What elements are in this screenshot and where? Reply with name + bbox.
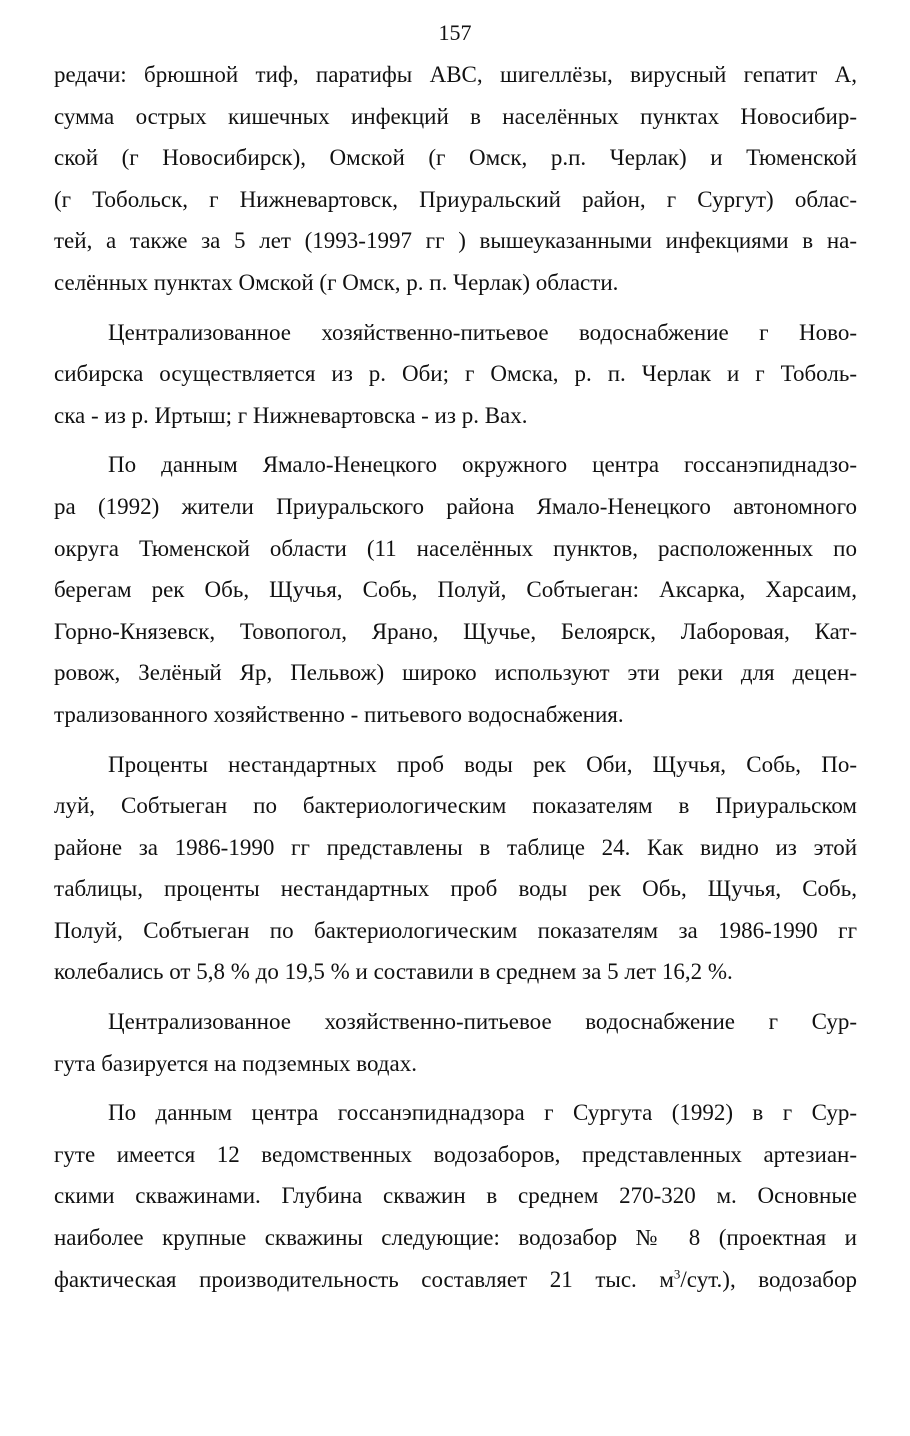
text-line: ска - из р. Иртыш; г Нижневартовска - из р. Вах. <box>54 402 528 428</box>
paragraph <box>54 54 857 304</box>
text-line: редачи: брюшной тиф, паратифы АВС, шигеллёзы, вирусный гепатит А, <box>54 62 857 87</box>
page-body <box>54 54 857 1300</box>
text-line: скими скважинами. Глубина скважин в среднем 270-320 м. Основные <box>54 1183 857 1209</box>
text-line: луй, Собтыеган по бактериологическим показателям в Приуральском <box>54 793 857 819</box>
text-line: колебались от 5,8 % до 19,5 % и составили в среднем за 5 лет 16,2 %. <box>54 959 733 985</box>
paragraph <box>54 1092 857 1300</box>
text-line: наиболее крупные скважины следующие: водозабор № 8 (проектная и <box>54 1225 857 1251</box>
text-line: Горно-Князевск, Товопогол, Ярано, Щучье, Белоярск, Лаборовая, Кат- <box>54 618 857 644</box>
text-line: берегам рек Обь, Щучья, Собь, Полуй, Собтыеган: Аксарка, Харсаим, <box>54 577 857 603</box>
page-number: 157 <box>438 20 472 45</box>
text-line: сумма острых кишечных инфекций в населённых пунктах Новосибир- <box>54 103 857 129</box>
text-line: (г Тобольск, г Нижневартовск, Приуральский район, г Сургут) облас- <box>54 186 857 212</box>
text-line: гута базируется на подземных водах. <box>54 1050 417 1076</box>
text-line: сибирска осуществляется из р. Оби; г Омска, р. п. Черлак и г Тоболь- <box>54 361 857 387</box>
text-line: трализованного хозяйственно - питьевого водоснабжения. <box>54 701 624 727</box>
text-line: Централизованное хозяйственно-питьевое водоснабжение г Сур- <box>108 1009 857 1035</box>
text-line: ра (1992) жители Приуральского района Ямало-Ненецкого автономного <box>54 493 857 519</box>
paragraph <box>54 744 857 994</box>
text-line: ской (г Новосибирск), Омской (г Омск, р.п. Черлак) и Тюменской <box>54 145 857 171</box>
text-line: районе за 1986-1990 гг представлены в таблице 24. Как видно из этой <box>54 834 857 860</box>
paragraph <box>54 1001 857 1084</box>
text-line: Централизованное хозяйственно-питьевое водоснабжение г Ново- <box>108 319 857 345</box>
text-line: округа Тюменской области (11 населённых пунктов, расположенных по <box>54 535 857 561</box>
text-line: таблицы, проценты нестандартных проб воды рек Обь, Щучья, Собь, <box>54 876 857 902</box>
text-line: тей, а также за 5 лет (1993-1997 гг ) вышеуказанными инфекциями в на- <box>54 228 857 254</box>
text-line: По данным центра госсанэпиднадзора г Сургута (1992) в г Сур- <box>108 1100 857 1126</box>
text-line: селённых пунктах Омской (г Омск, р. п. Черлак) области. <box>54 269 619 295</box>
superscript: 3 <box>673 1265 681 1281</box>
text-line: Полуй, Собтыеган по бактериологическим показателям за 1986-1990 гг <box>54 917 857 943</box>
text-fragment: /сут.), водозабор <box>680 1266 857 1292</box>
text-fragment: фактическая производительность составляет 21 тыс. м <box>54 1266 674 1292</box>
text-line: По данным Ямало-Ненецкого окружного центра госсанэпиднадзо- <box>108 452 857 478</box>
text-line: ровож, Зелёный Яр, Пельвож) широко используют эти реки для децен- <box>54 660 857 686</box>
paragraph <box>54 444 857 735</box>
text-line: гуте имеется 12 ведомственных водозаборов, представленных артезиан- <box>54 1141 857 1167</box>
paragraph <box>54 312 857 437</box>
text-line: Проценты нестандартных проб воды рек Оби, Щучья, Собь, По- <box>108 751 857 777</box>
text-line <box>54 1259 857 1301</box>
